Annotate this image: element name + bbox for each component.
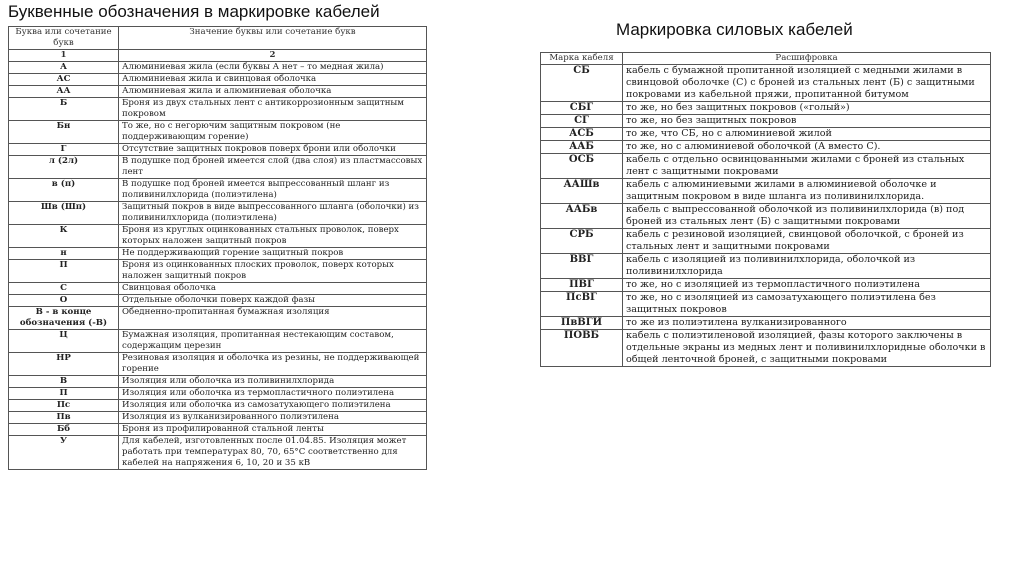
row-description: Бумажная изоляция, пропитанная нестекающим составом, содержащим церезин: [119, 330, 427, 353]
table-header-row: [541, 53, 991, 65]
row-description: то же, но с алюминиевой оболочкой (А вместо С).: [623, 141, 991, 154]
header-meaning: Значение буквы или сочетание букв: [119, 27, 427, 50]
right-title: Маркировка силовых кабелей: [616, 20, 853, 39]
row-description: то же из полиэтилена вулканизированного: [623, 317, 991, 330]
row-description: То же, но с негорючим защитным покровом (не поддерживающим горение): [119, 121, 427, 144]
row-code: ПсВГ: [541, 292, 623, 317]
table-row: [9, 144, 427, 156]
row-code: А: [9, 62, 119, 74]
row-code: В - в конце обозначения (-В): [9, 307, 119, 330]
table-row: [541, 279, 991, 292]
table-row: [541, 292, 991, 317]
row-description: то же, но с изоляцией из термопластичного полиэтилена: [623, 279, 991, 292]
row-code: Пс: [9, 400, 119, 412]
table-row: [9, 248, 427, 260]
row-description: то же, но без защитных покровов («голый»): [623, 102, 991, 115]
table-row: [9, 388, 427, 400]
row-code: ВВГ: [541, 254, 623, 279]
table-row: [541, 317, 991, 330]
table-row: [9, 225, 427, 248]
table-row: [541, 254, 991, 279]
row-description: Броня из круглых оцинкованных стальных проволок, поверх которых наложен защитный покров: [119, 225, 427, 248]
row-code: ОСБ: [541, 154, 623, 179]
table-row: [541, 141, 991, 154]
row-description: Броня из оцинкованных плоских проволок, поверх которых наложен защитный покров: [119, 260, 427, 283]
row-description: кабель с отдельно освинцованными жилами с броней из стальных лент с защитными покровами: [623, 154, 991, 179]
row-code: л (2л): [9, 156, 119, 179]
row-description: то же, но с изоляцией из самозатухающего полиэтилена без защитных покровов: [623, 292, 991, 317]
row-code: У: [9, 436, 119, 470]
table-row: [9, 353, 427, 376]
row-code: СБ: [541, 65, 623, 102]
row-code: СРБ: [541, 229, 623, 254]
row-description: кабель с резиновой изоляцией, свинцовой оболочкой, с броней из стальных лент и защитными покровами: [623, 229, 991, 254]
row-description: кабель с алюминиевыми жилами в алюминиевой оболочке и защитным покровом в виде шланга из поливинилхлорида.: [623, 179, 991, 204]
row-code: НР: [9, 353, 119, 376]
row-description: Изоляция или оболочка из самозатухающего полиэтилена: [119, 400, 427, 412]
table-row: [9, 424, 427, 436]
table-row: [9, 179, 427, 202]
table-row: [9, 330, 427, 353]
row-description: Резиновая изоляция и оболочка из резины, не поддерживающей горение: [119, 353, 427, 376]
row-description: Для кабелей, изготовленных после 01.04.85. Изоляция может работать при температурах 80, 70, 65°С соответственно для кабелей на напряжения 6, 10, 20 и 35 кВ: [119, 436, 427, 470]
cable-marking-table: [540, 52, 991, 367]
header-mark: Марка кабеля: [541, 53, 623, 65]
table-row: [541, 229, 991, 254]
row-code: ПвВГИ: [541, 317, 623, 330]
table-row: [9, 98, 427, 121]
row-code: П: [9, 388, 119, 400]
row-code: ААШв: [541, 179, 623, 204]
row-code: К: [9, 225, 119, 248]
table-row: [541, 128, 991, 141]
table-row: [9, 86, 427, 98]
left-title: Буквенные обозначения в маркировке кабелей: [8, 2, 380, 21]
header-decoding: Расшифровка: [623, 53, 991, 65]
row-description: кабель с выпрессованной оболочкой из поливинилхлорида (в) под броней из стальных лент (Б) с защитными покровами: [623, 204, 991, 229]
row-code: АА: [9, 86, 119, 98]
row-code: С: [9, 283, 119, 295]
row-description: Защитный покров в виде выпрессованного шланга (оболочки) из поливинилхлорида (полиэтилена): [119, 202, 427, 225]
table-row: [9, 295, 427, 307]
table-row: [541, 65, 991, 102]
table-row: [541, 115, 991, 128]
row-description: то же, но без защитных покровов: [623, 115, 991, 128]
table-row: [9, 260, 427, 283]
table-row: [541, 179, 991, 204]
row-code: н: [9, 248, 119, 260]
table-row: [9, 412, 427, 424]
table-header-num-row: [9, 50, 427, 62]
row-code: АС: [9, 74, 119, 86]
table-row: [9, 376, 427, 388]
table-row: [541, 102, 991, 115]
row-code: в (п): [9, 179, 119, 202]
row-description: Отдельные оболочки поверх каждой фазы: [119, 295, 427, 307]
row-code: СГ: [541, 115, 623, 128]
row-description: кабель с полиэтиленовой изоляцией, фазы которого заключены в отдельные экраны из медных лент и поливинилхлоридные оболочки в общей ленточной броней, с защитными покровами: [623, 330, 991, 367]
row-description: Броня из двух стальных лент с антикоррозионным защитным покровом: [119, 98, 427, 121]
row-description: Изоляция или оболочка из термопластичного полиэтилена: [119, 388, 427, 400]
row-description: Алюминиевая жила (если буквы А нет – то медная жила): [119, 62, 427, 74]
row-description: кабель с изоляцией из поливинилхлорида, оболочкой из поливинилхлорида: [623, 254, 991, 279]
row-description: Изоляция из вулканизированного полиэтилена: [119, 412, 427, 424]
row-description: Алюминиевая жила и алюминиевая оболочка: [119, 86, 427, 98]
row-description: Алюминиевая жила и свинцовая оболочка: [119, 74, 427, 86]
table-row: [9, 121, 427, 144]
row-code: ПОВБ: [541, 330, 623, 367]
table-row: [9, 62, 427, 74]
table-row: [541, 330, 991, 367]
table-row: [9, 307, 427, 330]
row-code: АСБ: [541, 128, 623, 141]
table-row: [541, 154, 991, 179]
row-description: В подушке под броней имеется слой (два слоя) из пластмассовых лент: [119, 156, 427, 179]
row-description: Свинцовая оболочка: [119, 283, 427, 295]
table-row: [9, 436, 427, 470]
row-description: кабель с бумажной пропитанной изоляцией с медными жилами в свинцовой оболочке (С) с броней из стальных лент (Б) с защитными покровами из кабельной пряжи, пропитанной битумом: [623, 65, 991, 102]
row-description: Изоляция или оболочка из поливинилхлорида: [119, 376, 427, 388]
row-description: то же, что СБ, но с алюминиевой жилой: [623, 128, 991, 141]
table-row: [9, 283, 427, 295]
row-code: Б: [9, 98, 119, 121]
row-description: Броня из профилированной стальной ленты: [119, 424, 427, 436]
table-row: [9, 74, 427, 86]
table-row: [541, 204, 991, 229]
row-code: Бн: [9, 121, 119, 144]
header-letter: Буква или сочетание букв: [9, 27, 119, 50]
row-description: В подушке под броней имеется выпрессованный шланг из поливинилхлорида (полиэтилена): [119, 179, 427, 202]
letter-designations-table: [8, 26, 427, 470]
row-code: Пв: [9, 412, 119, 424]
row-code: ПВГ: [541, 279, 623, 292]
row-description: Отсутствие защитных покровов поверх брони или оболочки: [119, 144, 427, 156]
row-code: Ц: [9, 330, 119, 353]
table-row: [9, 400, 427, 412]
row-code: Шв (Шп): [9, 202, 119, 225]
row-code: СБГ: [541, 102, 623, 115]
row-description: Не поддерживающий горение защитный покров: [119, 248, 427, 260]
row-description: Обедненно-пропитанная бумажная изоляция: [119, 307, 427, 330]
row-code: В: [9, 376, 119, 388]
header-num-2: 2: [119, 50, 427, 62]
row-code: Г: [9, 144, 119, 156]
row-code: ААБ: [541, 141, 623, 154]
table-header-row: [9, 27, 427, 50]
header-num-1: 1: [9, 50, 119, 62]
table-row: [9, 156, 427, 179]
row-code: О: [9, 295, 119, 307]
table-row: [9, 202, 427, 225]
row-code: ААБв: [541, 204, 623, 229]
row-code: Бб: [9, 424, 119, 436]
row-code: П: [9, 260, 119, 283]
